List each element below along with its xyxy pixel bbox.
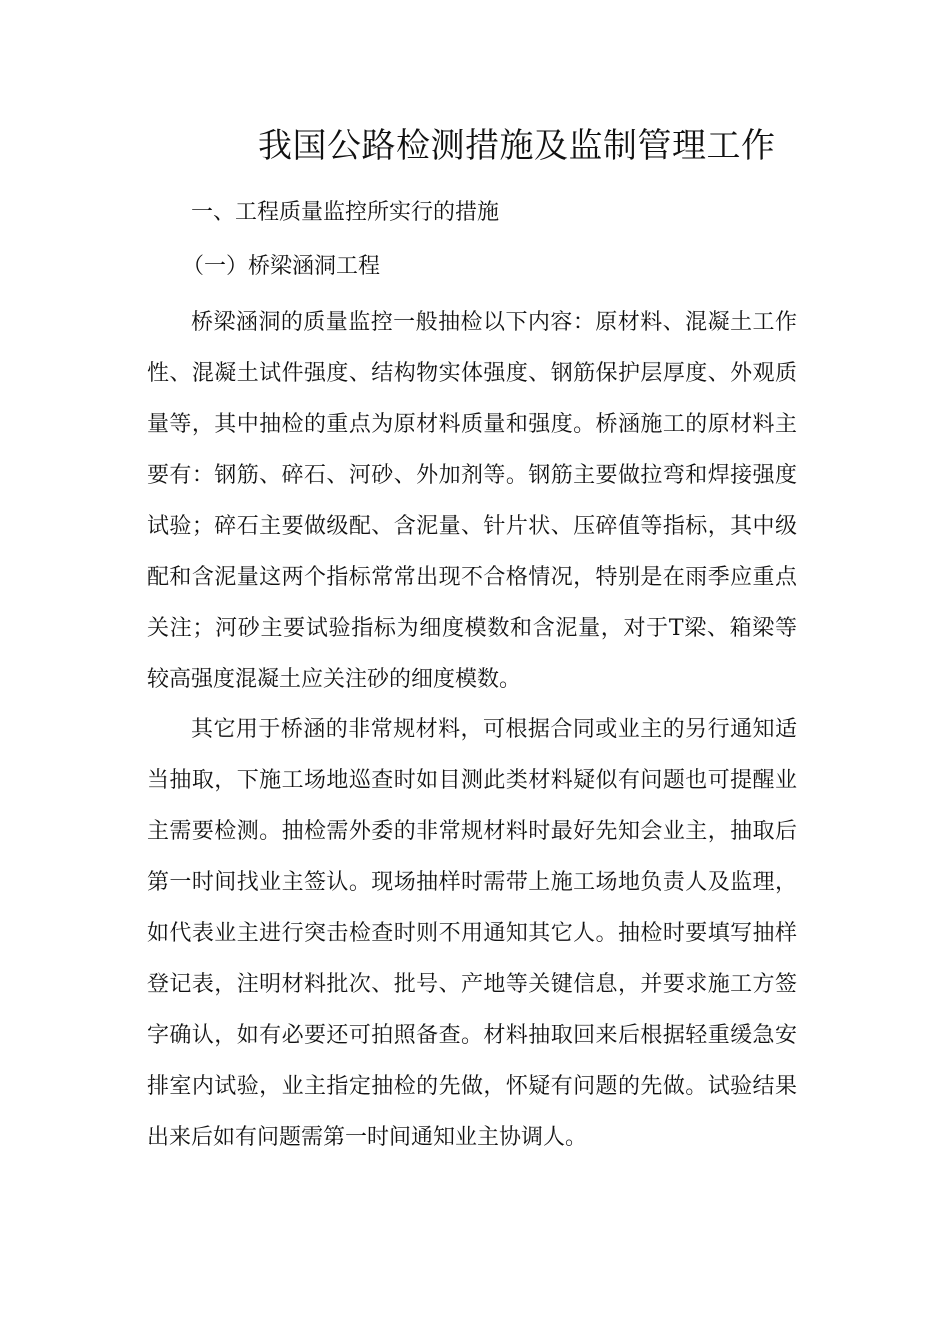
section-heading: 一、工程质量监控所实行的措施 [191,200,500,225]
body-paragraph-1: 桥梁涵洞的质量监控一般抽检以下内容：原材料、混凝土工作性、混凝土试件强度、结构物实体强度、钢筋保护层厚度、外观质量等，其中抽检的重点为原材料质量和强度。桥涵施工的原材料主要有：钢筋、碎石、河砂、外加剂等。钢筋主要做拉弯和焊接强度试验；碎石主要做级配、含泥量、针片状、压碎值等指标，其中级配和含泥量这两个指标常常出现不合格情况，特别是在雨季应重点关注；河砂主要试验指标为细度模数和含泥量，对于T梁、箱梁等较高强度混凝土应关注砂的细度模数。 [147,310,797,692]
body-paragraph-2: 其它用于桥涵的非常规材料，可根据合同或业主的另行通知适当抽取，下施工场地巡查时如目测此类材料疑似有问题也可提醒业主需要检测。抽检需外委的非常规材料时最好先知会业主，抽取后第一时间找业主签认。现场抽样时需带上施工场地负责人及监理，如代表业主进行突击检查时则不用通知其它人。抽检时要填写抽样登记表，注明材料批次、批号、产地等关键信息，并要求施工方签字确认，如有必要还可拍照备查。材料抽取回来后根据轻重缓急安排室内试验，业主指定抽检的先做，怀疑有问题的先做。试验结果出来后如有问题需第一时间通知业主协调人。 [147,717,797,1150]
subsection-heading: （一）桥梁涵洞工程 [182,254,381,279]
document-title: 我国公路检测措施及监制管理工作 [258,126,776,166]
